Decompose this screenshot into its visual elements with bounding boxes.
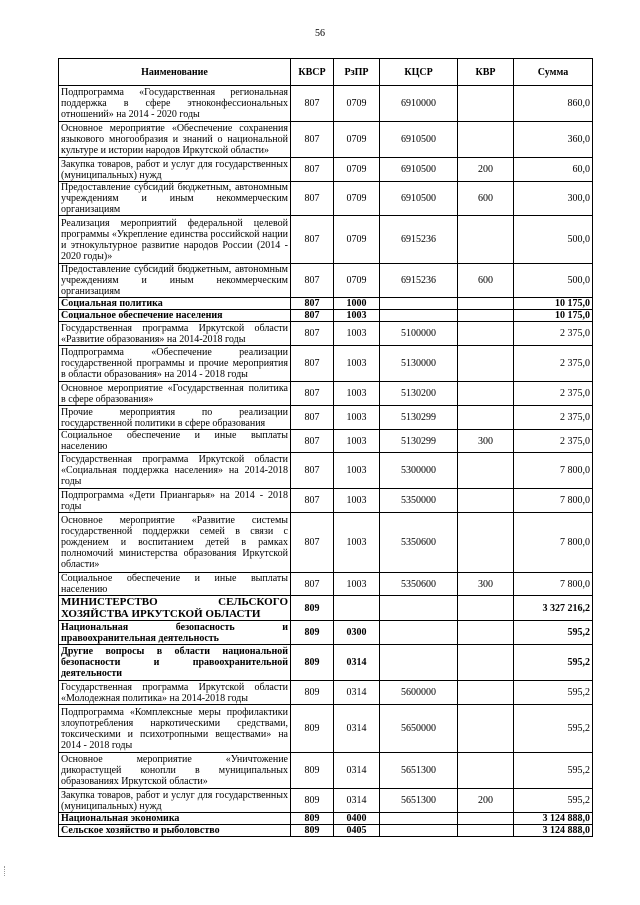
cell-kvr: 600 [458,264,514,298]
table-row [59,430,593,453]
cell-kvsr: 809 [291,705,334,753]
cell-name: Закупка товаров, работ и услуг для государственных (муниципальных) нужд [59,789,291,813]
cell-name: Подпрограмма «Комплексные меры профилактики злоупотребления наркотическими средствами, токсическими и психотропными веществами» на 2014 - 2018 годы [59,705,291,753]
cell-kvr: 600 [458,182,514,216]
cell-kvsr: 809 [291,596,334,621]
table-row [59,298,593,310]
cell-sum: 595,2 [514,789,593,813]
cell-kvsr: 807 [291,182,334,216]
table-row [59,813,593,825]
cell-sum: 2 375,0 [514,430,593,453]
cell-kcsr: 5130000 [380,346,458,382]
cell-sum: 500,0 [514,216,593,264]
cell-kvsr: 807 [291,513,334,573]
table-row [59,264,593,298]
cell-rzpr: 1003 [334,322,380,346]
cell-kcsr: 5130299 [380,430,458,453]
cell-name: Государственная программа Иркутской области «Развитие образования» на 2014-2018 годы [59,322,291,346]
cell-sum: 595,2 [514,705,593,753]
cell-kvsr: 809 [291,621,334,645]
cell-name: Основное мероприятие «Обеспечение сохранения языкового многообразия и знаний о национальной культуре и истории народов Иркутской области» [59,122,291,158]
cell-rzpr: 1003 [334,430,380,453]
header-kvr: КВР [458,59,514,86]
cell-rzpr: 0709 [334,182,380,216]
table-row [59,789,593,813]
cell-sum: 595,2 [514,753,593,789]
cell-name: Социальное обеспечение и иные выплаты населению [59,573,291,596]
table-row [59,346,593,382]
cell-name: Основное мероприятие «Развитие системы государственной поддержки семей в связи с рождением и воспитанием детей в рамках полномочий министерства образования Иркутской области» [59,513,291,573]
cell-kcsr [380,596,458,621]
cell-sum: 7 800,0 [514,489,593,513]
cell-kvsr: 807 [291,216,334,264]
cell-sum: 2 375,0 [514,406,593,430]
cell-sum: 595,2 [514,645,593,681]
cell-rzpr: 0709 [334,264,380,298]
table-row [59,753,593,789]
cell-sum: 7 800,0 [514,453,593,489]
cell-kcsr: 6910500 [380,182,458,216]
table-row [59,573,593,596]
cell-rzpr: 0709 [334,86,380,122]
header-rzpr: РзПР [334,59,380,86]
cell-kvsr: 807 [291,382,334,406]
cell-rzpr: 0314 [334,705,380,753]
cell-kcsr: 5350600 [380,513,458,573]
cell-kvr [458,216,514,264]
cell-rzpr [334,596,380,621]
cell-name: Основное мероприятие «Уничтожение дикорастущей конопли в муниципальных образованиях Иркутской области» [59,753,291,789]
cell-kcsr: 5130299 [380,406,458,430]
cell-kvr [458,645,514,681]
cell-rzpr: 0709 [334,216,380,264]
cell-kvsr: 807 [291,298,334,310]
cell-kvsr: 807 [291,310,334,322]
cell-kvsr: 807 [291,122,334,158]
table-row [59,489,593,513]
cell-rzpr: 0709 [334,122,380,158]
cell-kvr [458,86,514,122]
cell-sum: 10 175,0 [514,298,593,310]
cell-sum: 300,0 [514,182,593,216]
cell-sum: 595,2 [514,681,593,705]
cell-rzpr: 0300 [334,621,380,645]
cell-kcsr: 5350000 [380,489,458,513]
cell-rzpr: 1003 [334,513,380,573]
cell-kcsr: 5651300 [380,753,458,789]
header-kcsr: КЦСР [380,59,458,86]
cell-sum: 360,0 [514,122,593,158]
cell-rzpr: 1003 [334,453,380,489]
cell-kcsr: 6915236 [380,216,458,264]
cell-kcsr: 5350600 [380,573,458,596]
cell-kvr [458,705,514,753]
cell-sum: 60,0 [514,158,593,182]
cell-sum: 3 124 888,0 [514,813,593,825]
cell-sum: 2 375,0 [514,346,593,382]
cell-kcsr: 5100000 [380,322,458,346]
table-row [59,406,593,430]
cell-name: Подпрограмма «Обеспечение реализации государственной программы и прочие мероприятия в области образования» на 2014 - 2018 годы [59,346,291,382]
cell-kvr: 300 [458,573,514,596]
table-row [59,158,593,182]
cell-kcsr [380,621,458,645]
budget-table [58,58,593,837]
cell-kcsr [380,310,458,322]
cell-kvsr: 807 [291,453,334,489]
cell-kvr [458,489,514,513]
cell-kvsr: 807 [291,322,334,346]
cell-kvr [458,346,514,382]
cell-kvr [458,813,514,825]
cell-kvr: 200 [458,158,514,182]
cell-kvsr: 807 [291,573,334,596]
cell-kvsr: 807 [291,86,334,122]
table-row [59,86,593,122]
cell-kvr [458,596,514,621]
cell-kvr [458,298,514,310]
cell-name: Реализация мероприятий федеральной целевой программы «Укрепление единства российской нации и этнокультурное развитие народов России (2014 - 2020 годы)» [59,216,291,264]
cell-rzpr: 0314 [334,681,380,705]
cell-kvsr: 809 [291,681,334,705]
cell-sum: 7 800,0 [514,573,593,596]
table-row [59,596,593,621]
cell-kvr [458,513,514,573]
cell-kcsr: 5600000 [380,681,458,705]
cell-name: Социальная политика [59,298,291,310]
cell-kcsr: 5651300 [380,789,458,813]
header-name: Наименование [59,59,291,86]
cell-kvsr: 807 [291,406,334,430]
cell-kvsr: 807 [291,489,334,513]
table-row [59,645,593,681]
cell-kvr: 200 [458,789,514,813]
cell-rzpr: 0314 [334,645,380,681]
cell-rzpr: 1003 [334,382,380,406]
cell-rzpr: 1000 [334,298,380,310]
table-row [59,322,593,346]
cell-kvr: 300 [458,430,514,453]
table-row [59,216,593,264]
cell-rzpr: 0405 [334,825,380,837]
cell-kcsr: 5130200 [380,382,458,406]
cell-sum: 3 327 216,2 [514,596,593,621]
cell-name: Подпрограмма «Государственная региональная поддержка в сфере этноконфессиональных отношений» на 2014 - 2020 годы [59,86,291,122]
cell-kvsr: 807 [291,264,334,298]
cell-name: Национальная безопасность и правоохранительная деятельность [59,621,291,645]
cell-name: Предоставление субсидий бюджетным, автономным учреждениям и иным некоммерческим организациям [59,182,291,216]
cell-rzpr: 0400 [334,813,380,825]
cell-kvsr: 809 [291,825,334,837]
cell-kcsr: 6910000 [380,86,458,122]
cell-kcsr: 5300000 [380,453,458,489]
cell-kcsr [380,813,458,825]
cell-sum: 2 375,0 [514,322,593,346]
cell-name: Прочие мероприятия по реализации государственной политики в сфере образования [59,406,291,430]
cell-kvr [458,825,514,837]
cell-kvsr: 809 [291,753,334,789]
cell-name: Сельское хозяйство и рыболовство [59,825,291,837]
cell-name: Государственная программа Иркутской области «Молодежная политика» на 2014-2018 годы [59,681,291,705]
table-row [59,825,593,837]
cell-kvr [458,310,514,322]
cell-kvsr: 807 [291,430,334,453]
cell-kvr [458,406,514,430]
cell-kvsr: 809 [291,789,334,813]
cell-kcsr: 6910500 [380,158,458,182]
cell-name: Социальное обеспечение населения [59,310,291,322]
cell-rzpr: 1003 [334,573,380,596]
page-number: 56 [315,28,325,39]
header-sum: Сумма [514,59,593,86]
cell-kcsr: 6910500 [380,122,458,158]
cell-kvsr: 807 [291,158,334,182]
cell-kcsr: 6915236 [380,264,458,298]
cell-sum: 10 175,0 [514,310,593,322]
cell-kvsr: 809 [291,645,334,681]
cell-name: Социальное обеспечение и иные выплаты населению [59,430,291,453]
cell-kvr [458,621,514,645]
cell-kvr [458,382,514,406]
cell-rzpr: 0314 [334,753,380,789]
cell-rzpr: 1003 [334,489,380,513]
cell-name: Подпрограмма «Дети Приангарья» на 2014 - 2018 годы [59,489,291,513]
table-row [59,621,593,645]
cell-name: Национальная экономика [59,813,291,825]
table-row [59,705,593,753]
cell-sum: 595,2 [514,621,593,645]
cell-kcsr [380,825,458,837]
cell-rzpr: 1003 [334,406,380,430]
cell-name: Закупка товаров, работ и услуг для государственных (муниципальных) нужд [59,158,291,182]
cell-kvsr: 809 [291,813,334,825]
cell-kcsr: 5650000 [380,705,458,753]
cell-kvr [458,453,514,489]
cell-kvr [458,753,514,789]
header-row [59,59,593,86]
cell-rzpr: 0314 [334,789,380,813]
cell-name: Основное мероприятие «Государственная политика в сфере образования» [59,382,291,406]
cell-kvr [458,681,514,705]
cell-kcsr [380,645,458,681]
cell-name: Другие вопросы в области национальной безопасности и правоохранительной деятельности [59,645,291,681]
table-row [59,681,593,705]
cell-rzpr: 1003 [334,310,380,322]
cell-rzpr: 0709 [334,158,380,182]
cell-sum: 2 375,0 [514,382,593,406]
cell-sum: 860,0 [514,86,593,122]
table-row [59,182,593,216]
cell-kvsr: 807 [291,346,334,382]
cell-kvr [458,322,514,346]
cell-kvr [458,122,514,158]
cell-sum: 3 124 888,0 [514,825,593,837]
table-row [59,382,593,406]
table-row [59,122,593,158]
scan-artifact [4,866,7,876]
header-kvsr: КВСР [291,59,334,86]
cell-name: Государственная программа Иркутской области «Социальная поддержка населения» на 2014-2018 годы [59,453,291,489]
table-row [59,310,593,322]
table-row [59,513,593,573]
cell-kcsr [380,298,458,310]
cell-sum: 7 800,0 [514,513,593,573]
cell-name: Предоставление субсидий бюджетным, автономным учреждениям и иным некоммерческим организациям [59,264,291,298]
cell-sum: 500,0 [514,264,593,298]
table-row [59,453,593,489]
cell-name: МИНИСТЕРСТВО СЕЛЬСКОГО ХОЗЯЙСТВА ИРКУТСКОЙ ОБЛАСТИ [59,596,291,621]
cell-rzpr: 1003 [334,346,380,382]
